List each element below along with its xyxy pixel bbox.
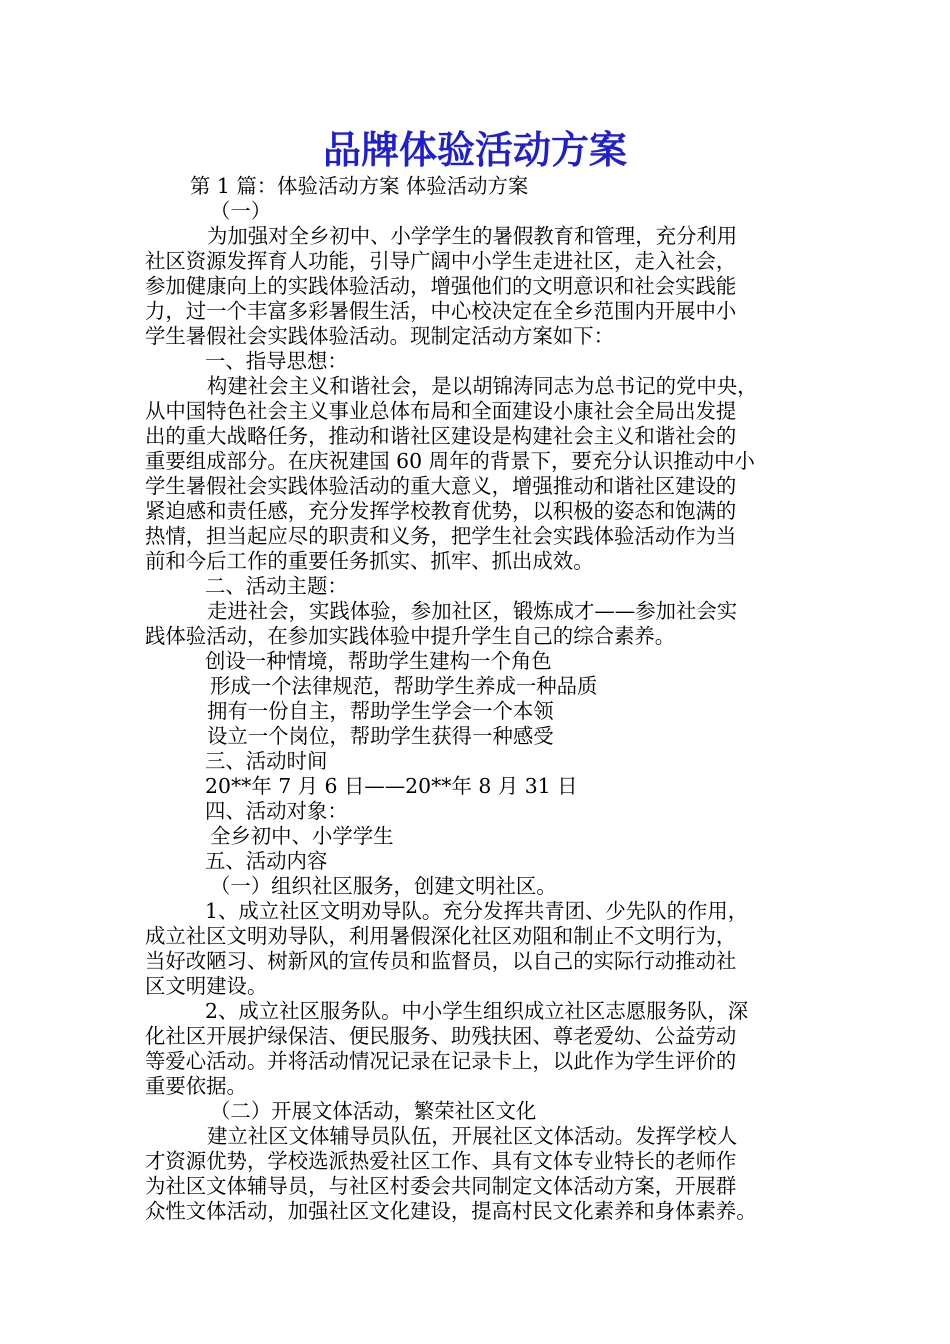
section-5-title: 五、活动内容 (205, 849, 328, 873)
chapter-heading: 第 1 篇：体验活动方案 体验活动方案 (190, 174, 529, 198)
section-2-item: 设立一个岗位，帮助学生获得一种感受 (207, 724, 554, 748)
section-1-body: 构建社会主义和谐社会，是以胡锦涛同志为总书记的党中央， 从中国特色社会主义事业总体布局和全面建设小康社会全局出发提 出的重大战略任务，推动和谐社区建设是构建社会主义和谐社会的 重要组成部分。在庆祝建国 60 周年的背景下，要充分认识推动中小 学生暑假社会实践体验活动的重大意义，增强推动和谐社区建设的 紧迫感和责任感，充分发挥学校教育优势，以积极的姿态和饱满的 热情，担当起应尽的职责和义务，把学生社会实践体验活动作为当 前和今后工作的重要任务抓实、抓牢、抓出成效。 (145, 374, 758, 573)
section-2-title: 二、活动主题： (205, 574, 348, 598)
section-mark: （一） (210, 199, 272, 223)
section-5-subheading: （二）开展文体活动，繁荣社区文化 (210, 1099, 537, 1123)
section-2-item: 拥有一份自主，帮助学生学会一个本领 (207, 699, 554, 723)
section-5-paragraph: 1、成立社区文明劝导队。充分发挥共青团、少先队的作用， 成立社区文明劝导队，利用暑假深化社区劝阻和制止不文明行为， 当好改陋习、树新风的宣传员和监督员，以自己的实际行动推动社 区文明建设。 (145, 899, 749, 998)
section-4-title: 四、活动对象： (205, 799, 348, 823)
section-3-body: 20**年 7 月 6 日——20**年 8 月 31 日 (205, 774, 578, 798)
section-2-item: 创设一种情境，帮助学生建构一个角色 (205, 649, 552, 673)
section-5-paragraph: 2、成立社区服务队。中小学生组织成立社区志愿服务队，深 化社区开展护绿保洁、便民服务、助残扶困、尊老爱幼、公益劳动 等爱心活动。并将活动情况记录在记录卡上，以此作为学生评价的 重要依据。 (145, 999, 749, 1098)
document-body (145, 174, 813, 1224)
section-5-paragraph: 建立社区文体辅导员队伍，开展社区文体活动。发挥学校人 才资源优势，学校选派热爱社区工作、具有文体专业特长的老师作 为社区文体辅导员，与社区村委会共同制定文体活动方案，开展群 众性文体活动，加强社区文化建设，提高村民文化素养和身体素养。 (145, 1124, 757, 1223)
section-2-item: 形成一个法律规范，帮助学生养成一种品质 (210, 674, 598, 698)
section-2-body: 走进社会，实践体验，参加社区，锻炼成才——参加社会实 践体验活动，在参加实践体验中提升学生自己的综合素养。 (145, 599, 738, 648)
document-title: 品牌体验活动方案 (322, 128, 627, 172)
section-5-subheading: （一）组织社区服务，创建文明社区。 (210, 874, 557, 898)
section-1-title: 一、指导思想： (205, 349, 348, 373)
section-4-body: 全乡初中、小学学生 (210, 824, 394, 848)
intro-paragraph: 为加强对全乡初中、小学学生的暑假教育和管理，充分利用 社区资源发挥育人功能，引导广阔中小学生走进社区，走入社会， 参加健康向上的实践体验活动，增强他们的文明意识和社会实践能 力，过一个丰富多彩暑假生活，中心校决定在全乡范围内开展中小 学生暑假社会实践体验活动。现制定活动方案如下： (145, 224, 738, 348)
section-3-title: 三、活动时间 (205, 749, 328, 773)
